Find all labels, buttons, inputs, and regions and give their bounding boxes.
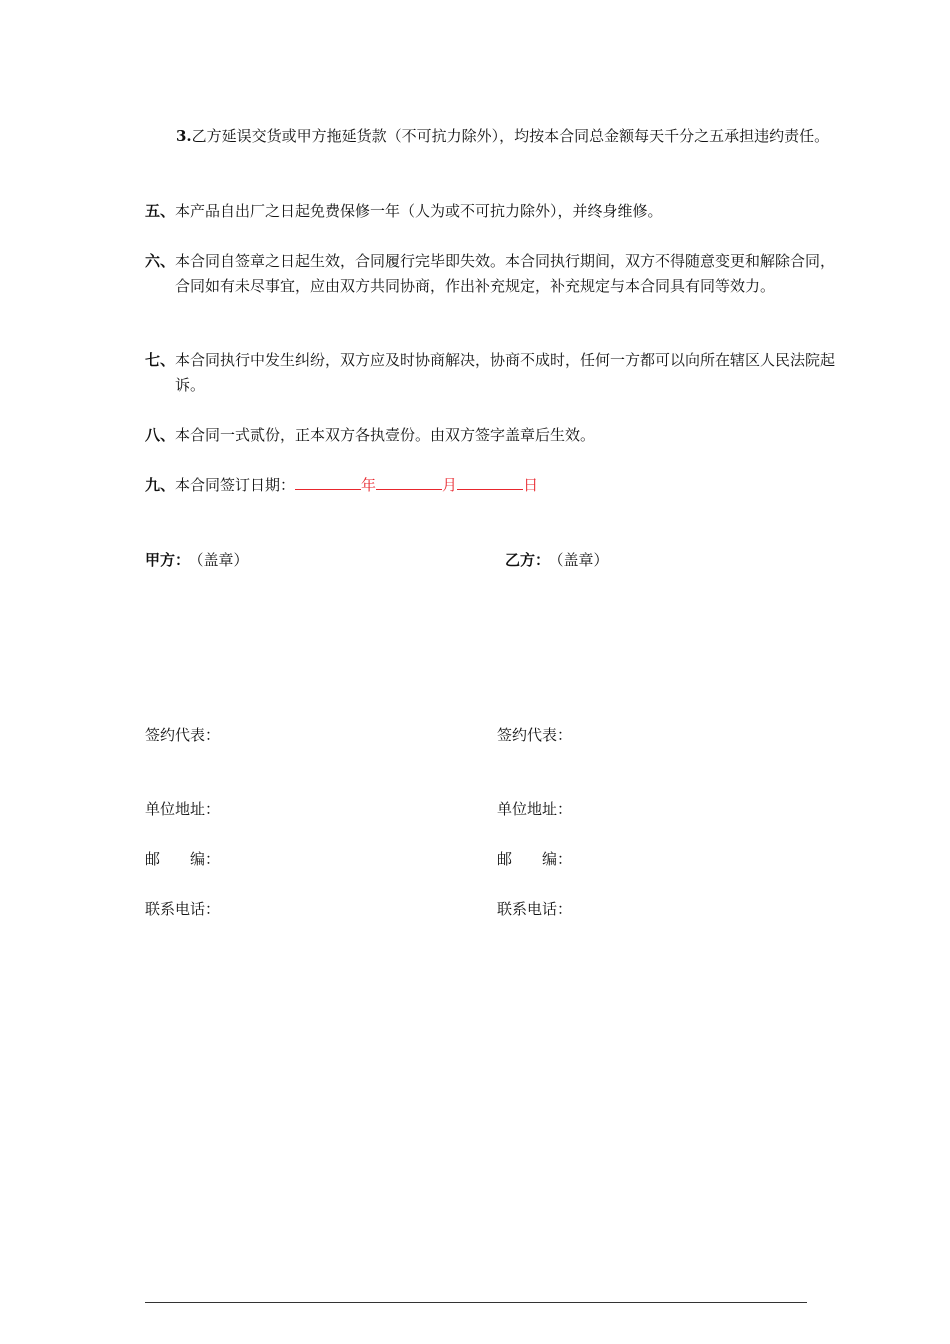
party-a-seal: （盖章） xyxy=(196,551,249,569)
party-a-phone-label: 联系电话： xyxy=(145,900,221,918)
clause-text: 本产品自出厂之日起免费保修一年（人为或不可抗力除外），并终身维修。 xyxy=(175,202,663,220)
clause-number: 八、 xyxy=(145,426,176,444)
clause-6 xyxy=(145,249,837,299)
clause-text: 本合同自签章之日起生效，合同履行完毕即失效。本合同执行期间，双方不得随意变更和解除合同，合同如有未尽事宜，应由双方共同协商，作出补充规定，补充规定与本合同具有同等效力。 xyxy=(175,252,836,295)
clause-5 xyxy=(145,199,837,224)
party-a-postcode-label: 邮 编： xyxy=(145,850,221,868)
clause-number: 九、 xyxy=(145,476,176,494)
party-b-signature xyxy=(505,550,609,570)
year-blank[interactable] xyxy=(295,475,361,490)
month-unit: 月 xyxy=(442,476,458,494)
clause-number: 五、 xyxy=(145,202,176,220)
month-blank[interactable] xyxy=(376,475,442,490)
clause-number: 七、 xyxy=(145,351,176,369)
clause-7 xyxy=(145,348,837,398)
party-a-representative-label: 签约代表： xyxy=(145,726,221,744)
clause-text: 本合同一式贰份，正本双方各执壹份。由双方签字盖章后生效。 xyxy=(175,426,596,444)
clause-text: 乙方延误交货或甲方拖延货款（不可抗力除外），均按本合同总金额每天千分之五承担违约责任。 xyxy=(191,127,830,145)
year-unit: 年 xyxy=(361,476,377,494)
party-a-label: 甲方： xyxy=(145,551,191,569)
party-b-postcode-label: 邮 编： xyxy=(497,850,573,868)
day-blank[interactable] xyxy=(457,475,523,490)
party-b-seal: （盖章） xyxy=(556,551,609,569)
clause-number: 3. xyxy=(176,127,192,145)
clause-8 xyxy=(145,423,837,448)
party-b-phone-label: 联系电话： xyxy=(497,900,573,918)
clause-item-3 xyxy=(176,124,838,149)
party-a-signature xyxy=(145,550,249,570)
date-label: 本合同签订日期： xyxy=(175,476,296,494)
footer-divider xyxy=(145,1302,807,1303)
clause-text: 本合同执行中发生纠纷，双方应及时协商解决，协商不成时，任何一方都可以向所在辖区人民法院起诉。 xyxy=(175,351,836,394)
party-b-address-label: 单位地址： xyxy=(497,800,573,818)
party-b-label: 乙方： xyxy=(505,551,551,569)
clause-number: 六、 xyxy=(145,252,176,270)
clause-9-signing-date xyxy=(145,473,807,498)
party-a-address-label: 单位地址： xyxy=(145,800,221,818)
party-b-representative-label: 签约代表： xyxy=(497,726,573,744)
day-unit: 日 xyxy=(523,476,539,494)
